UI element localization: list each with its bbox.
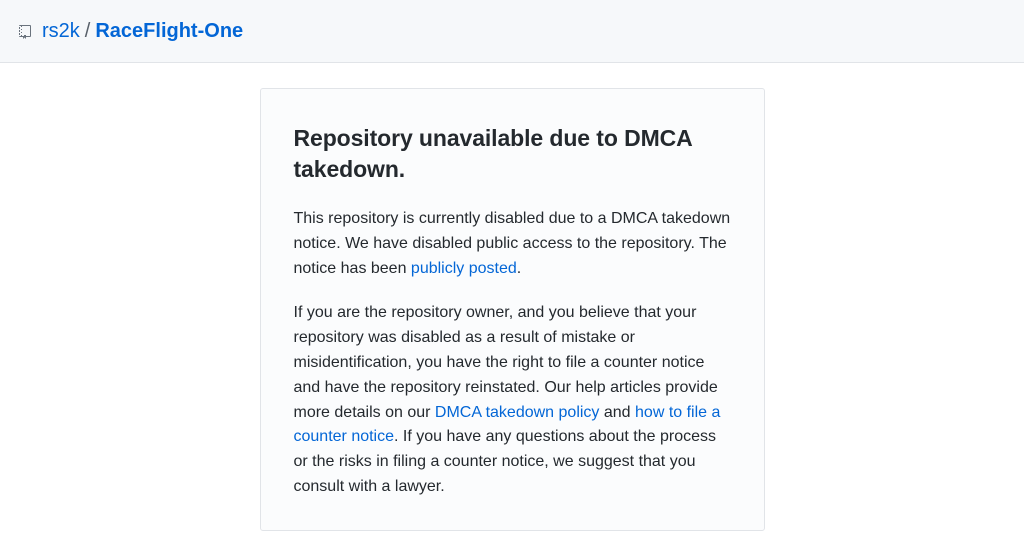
repo-icon (16, 21, 34, 41)
breadcrumb (16, 19, 243, 43)
publicly-posted-link[interactable]: publicly posted (410, 259, 517, 277)
repo-header (0, 0, 1024, 63)
breadcrumb-separator: / (84, 20, 91, 42)
page-body (0, 63, 1024, 531)
dmca-notice-card (260, 88, 765, 531)
notice-paragraph-1 (294, 207, 731, 281)
breadcrumb-repo-link[interactable]: RaceFlight-One (95, 20, 244, 42)
notice-p2-text-2: and (599, 403, 636, 421)
breadcrumb-owner-link[interactable]: rs2k (42, 20, 80, 42)
notice-title: Repository unavailable due to DMCA takedown. (293, 125, 692, 183)
dmca-takedown-policy-link[interactable]: DMCA takedown policy (434, 403, 600, 421)
counter-notice-link[interactable]: how to file a counter notice (293, 403, 721, 446)
notice-p2-text-3: . If you have any questions about the process or the risks in filing a counter notice, we suggest that you consult with a lawyer. (293, 428, 716, 496)
notice-p1-text-before: This repository is currently disabled due to a DMCA takedown notice. We have disabled public access to the repository. The notice has been (293, 210, 731, 277)
notice-paragraph-2 (294, 301, 731, 499)
notice-p2-text-1: If you are the repository owner, and you believe that your repository was disabled as a result of mistake or misidentification, you have the right to file a counter notice and have the repository reinstated. Our help articles provide more details on our (293, 304, 718, 421)
notice-p1-text-after: . (516, 259, 522, 277)
